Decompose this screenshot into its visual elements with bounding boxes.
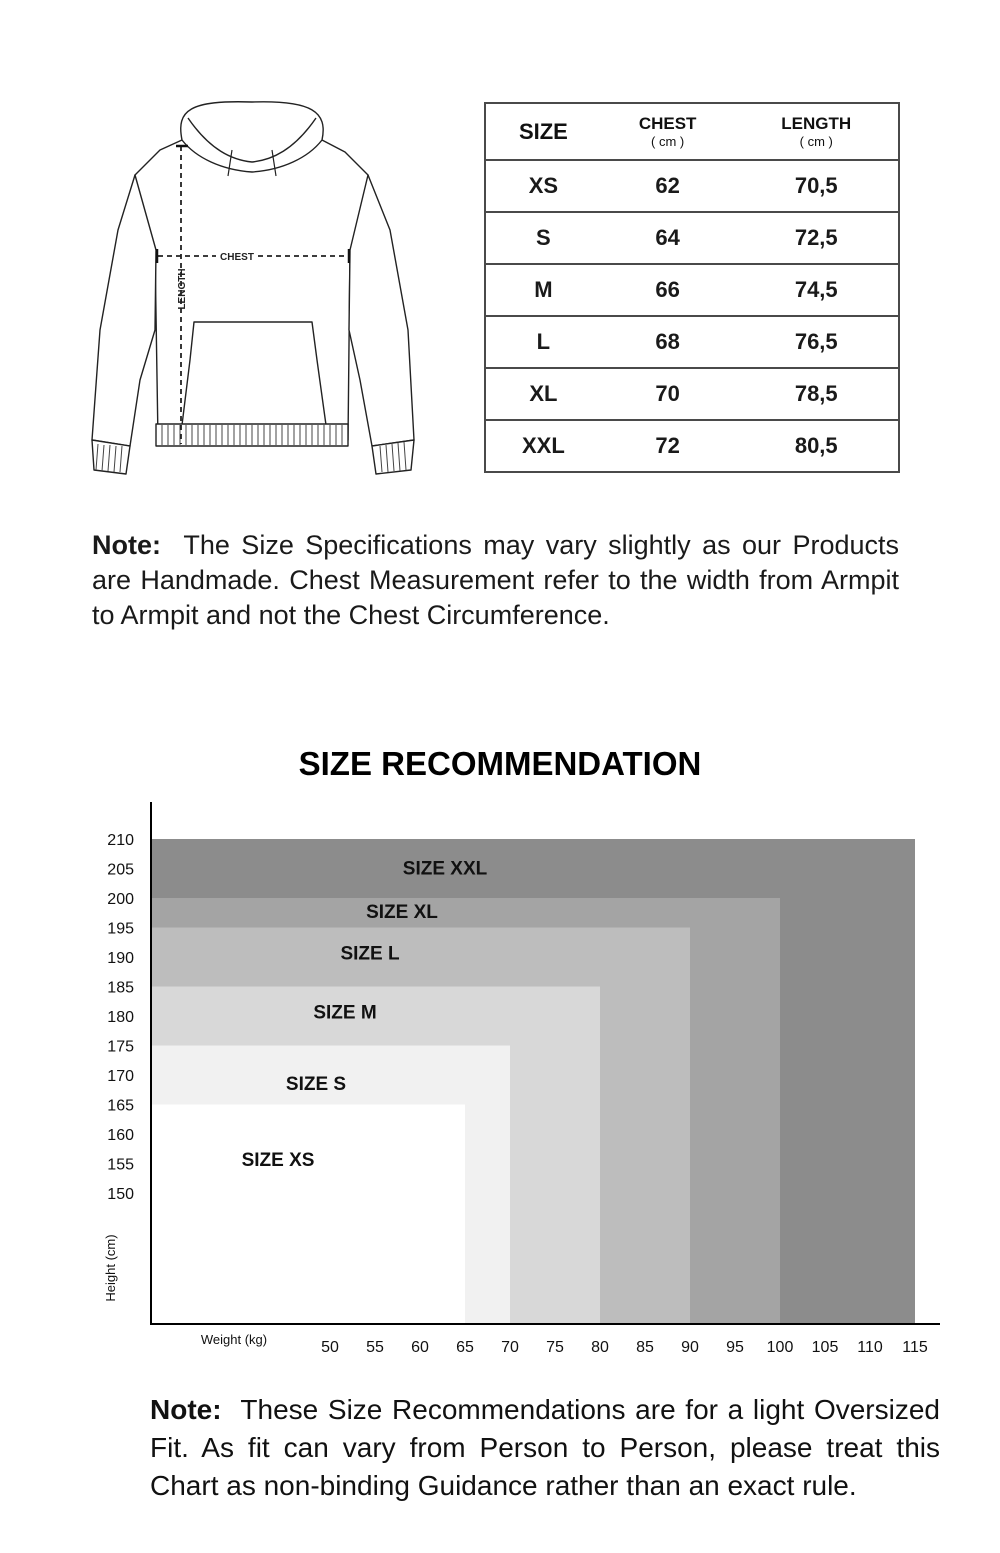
- chest-cell: 64: [601, 212, 735, 264]
- size-cell: M: [485, 264, 601, 316]
- y-tick-label: 190: [107, 950, 134, 967]
- size-m-label: SIZE M: [313, 1002, 377, 1024]
- size-cell: XXL: [485, 420, 601, 472]
- y-axis-label: Height (cm): [103, 1234, 118, 1302]
- x-tick-label: 110: [857, 1339, 883, 1356]
- size-column-header: SIZE: [485, 103, 601, 160]
- note-label: Note:: [150, 1394, 222, 1425]
- y-tick-label: 155: [107, 1156, 134, 1174]
- chest-cell: 72: [601, 420, 735, 472]
- length-header-label: LENGTH: [781, 113, 852, 133]
- y-tick-label: 200: [107, 891, 134, 908]
- size-xxl-label: SIZE XXL: [402, 858, 488, 880]
- size-xs-label: SIZE XS: [241, 1149, 315, 1171]
- chest-cell: 70: [601, 368, 735, 420]
- note-label: Note:: [92, 530, 161, 560]
- y-tick-label: 150: [107, 1186, 134, 1203]
- length-cell: 72,5: [735, 212, 900, 264]
- x-tick-label: 115: [902, 1339, 928, 1356]
- x-tick-label: 80: [591, 1339, 609, 1356]
- size-cell: XL: [485, 368, 601, 420]
- y-tick-label: 170: [107, 1068, 134, 1085]
- chest-measure-label: CHEST: [220, 252, 254, 263]
- length-cell: 70,5: [735, 160, 900, 212]
- y-tick-label: 185: [107, 979, 134, 997]
- chest-cell: 62: [601, 160, 735, 212]
- y-tick-label: 205: [107, 861, 134, 879]
- length-cell: 74,5: [735, 264, 900, 316]
- x-tick-label: 105: [811, 1339, 839, 1356]
- note-text: The Size Specifications may vary slightly as our Products are Handmade. Chest Measurement refer to the width from Armpit to Armpit and not the Chest Circumference.: [92, 530, 900, 630]
- y-tick-label: 160: [107, 1127, 134, 1144]
- chest-cell: 66: [601, 264, 735, 316]
- length-measure-label: LENGTH: [177, 268, 188, 310]
- x-tick-label: 70: [501, 1339, 519, 1356]
- x-tick-label: 60: [411, 1339, 429, 1356]
- size-cell: S: [485, 212, 601, 264]
- x-tick-label: 75: [546, 1339, 564, 1356]
- chest-cell: 68: [601, 316, 735, 368]
- size-cell: L: [485, 316, 601, 368]
- chest-header-label: CHEST: [638, 113, 697, 133]
- length-cell: 78,5: [735, 368, 900, 420]
- chest-unit-label: ( cm ): [651, 133, 685, 149]
- y-tick-label: 195: [107, 920, 134, 938]
- x-tick-label: 85: [636, 1339, 654, 1356]
- y-tick-label: 180: [107, 1009, 134, 1026]
- y-tick-label: 175: [107, 1038, 134, 1056]
- x-tick-label: 95: [726, 1339, 744, 1356]
- x-tick-label: 55: [366, 1339, 384, 1356]
- size-xs-region: [152, 1105, 465, 1324]
- x-tick-label: 65: [456, 1339, 474, 1356]
- x-tick-label: 50: [321, 1339, 339, 1356]
- fit-note: [150, 1391, 940, 1505]
- chart-title: SIZE RECOMMENDATION: [298, 745, 702, 782]
- y-tick-label: 165: [107, 1097, 134, 1115]
- y-tick-label: 210: [107, 832, 134, 849]
- size-cell: XS: [485, 160, 601, 212]
- length-unit-label: ( cm ): [799, 133, 833, 149]
- note-text: These Size Recommendations are for a light Oversized Fit. As fit can vary from Person to Person, please treat this Chart as non-binding Guidance rather than an exact rule.: [150, 1394, 940, 1501]
- size-l-label: SIZE L: [340, 943, 400, 965]
- x-axis-label: Weight (kg): [200, 1332, 268, 1347]
- x-tick-label: 90: [681, 1339, 699, 1356]
- length-cell: 80,5: [735, 420, 900, 472]
- size-xl-label: SIZE XL: [366, 902, 438, 924]
- size-s-label: SIZE S: [285, 1073, 347, 1095]
- length-cell: 76,5: [735, 316, 900, 368]
- x-tick-label: 100: [766, 1339, 794, 1356]
